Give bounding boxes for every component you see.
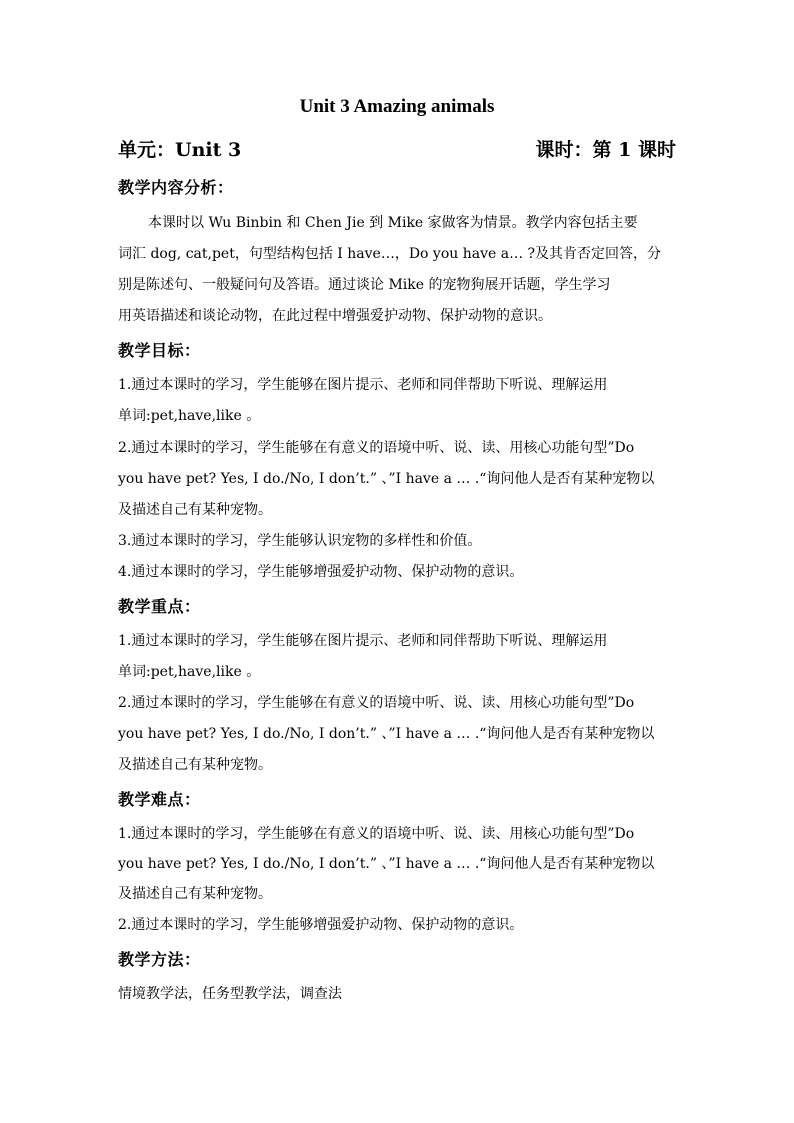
section-heading-methods: 教学方法： <box>118 950 201 969</box>
paragraph-line: 2.通过本课时的学习，学生能够在有意义的语境中听、说、读、用核心功能句型”Do <box>118 695 635 711</box>
paragraph-line: 单词:pet,have,like 。 <box>118 408 261 424</box>
paragraph-line: 3.通过本课时的学习，学生能够认识宠物的多样性和价值。 <box>118 533 482 549</box>
section-heading-content-analysis: 教学内容分析： <box>118 178 234 197</box>
unit-label: 单元：Unit 3 <box>118 139 242 161</box>
paragraph-line: you have pet? Yes, I do./No, I don’t.” 、”I have a … .“询问他人是否有某种宠物以 <box>118 471 655 487</box>
paragraph-line: 2.通过本课时的学习，学生能够在有意义的语境中听、说、读、用核心功能句型”Do <box>118 440 635 456</box>
paragraph-line: 用英语描述和谈论动物，在此过程中增强爱护动物、保护动物的意识。 <box>118 308 552 324</box>
paragraph-line: 别是陈述句、一般疑问句及答语。通过谈论 Mike 的宠物狗展开话题，学生学习 <box>118 277 611 293</box>
paragraph-line: 1.通过本课时的学习，学生能够在图片提示、老师和同伴帮助下听说、理解运用 <box>118 377 608 393</box>
lesson-label: 课时：第 1 课时 <box>535 139 676 161</box>
document-title: Unit 3 Amazing animals <box>299 96 495 117</box>
paragraph-line: 单词:pet,have,like 。 <box>118 664 261 680</box>
section-heading-key-points: 教学重点： <box>118 597 201 616</box>
paragraph-line: 词汇 dog, cat,pet，句型结构包括 I have…，Do you have a… ?及其肯否定回答，分 <box>118 246 662 262</box>
section-heading-difficulties: 教学难点： <box>118 790 201 809</box>
paragraph-line: 4.通过本课时的学习，学生能够增强爱护动物、保护动物的意识。 <box>118 564 524 580</box>
paragraph-line: 及描述自己有某种宠物。 <box>118 886 272 902</box>
paragraph-line: 1.通过本课时的学习，学生能够在图片提示、老师和同伴帮助下听说、理解运用 <box>118 633 608 649</box>
paragraph-line: 2.通过本课时的学习，学生能够增强爱护动物、保护动物的意识。 <box>118 917 524 933</box>
paragraph-line: 本课时以 Wu Binbin 和 Chen Jie 到 Mike 家做客为情景。教学内容包括主要 <box>148 215 638 231</box>
paragraph-line: you have pet? Yes, I do./No, I don’t.” 、”I have a … .“询问他人是否有某种宠物以 <box>118 726 655 742</box>
paragraph-line: 及描述自己有某种宠物。 <box>118 502 272 518</box>
meta-row <box>118 135 676 161</box>
paragraph-line: 及描述自己有某种宠物。 <box>118 757 272 773</box>
paragraph-line: 1.通过本课时的学习，学生能够在有意义的语境中听、说、读、用核心功能句型”Do <box>118 826 635 842</box>
paragraph-line: you have pet? Yes, I do./No, I don’t.” 、”I have a … .“询问他人是否有某种宠物以 <box>118 856 655 872</box>
section-heading-objectives: 教学目标： <box>118 341 201 360</box>
paragraph-line: 情境教学法，任务型教学法，调查法 <box>118 986 342 1002</box>
